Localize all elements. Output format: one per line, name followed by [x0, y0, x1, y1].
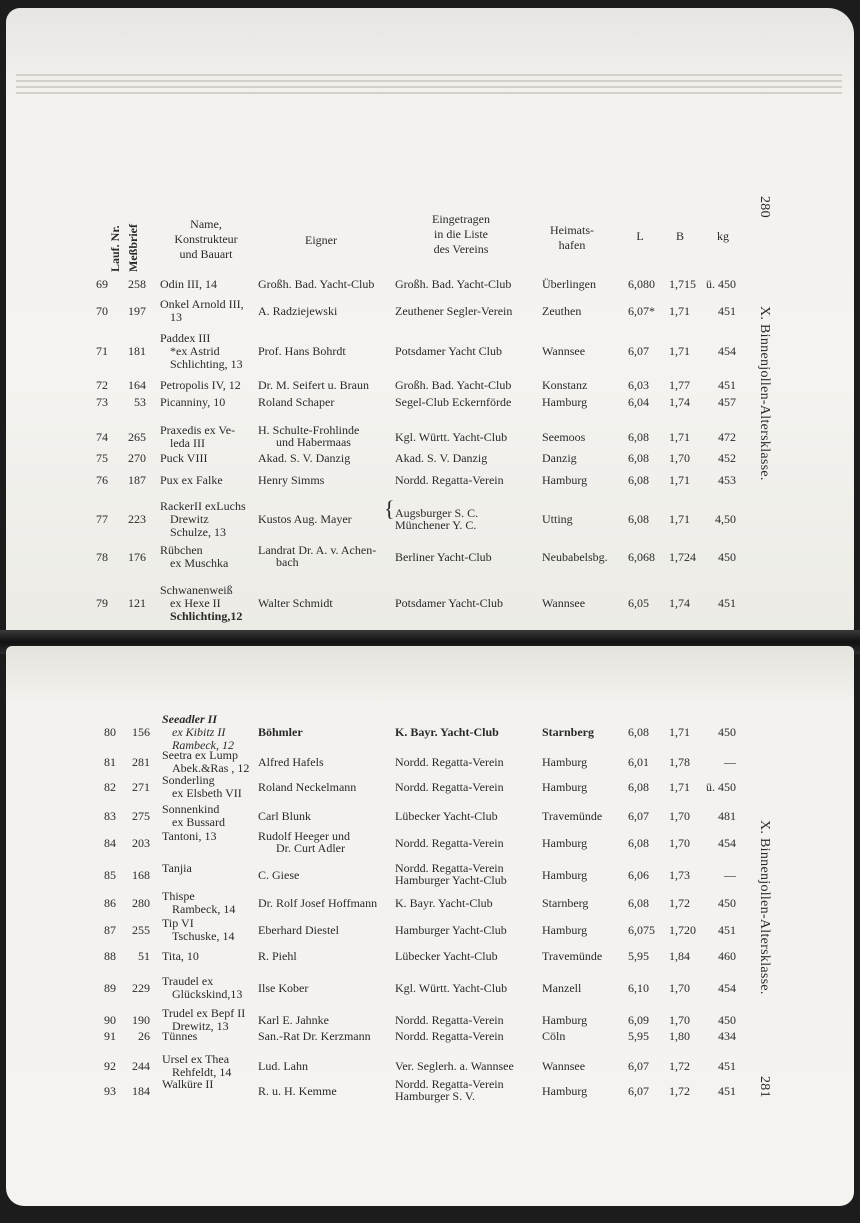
b-cell: 1,84 [669, 949, 690, 963]
messbrief-cell: 203 [132, 835, 150, 850]
lauf-nr-cell: 91 [104, 1029, 116, 1043]
messbrief-cell: 281 [132, 754, 150, 769]
page-edge [16, 80, 842, 82]
eigner-cell: und Habermaas [276, 435, 351, 449]
messbrief-cell: 271 [132, 779, 150, 794]
name-cell: Picanniny, 10 [160, 395, 226, 409]
name-cell: Tita, 10 [162, 949, 199, 963]
lauf-nr-cell: 89 [104, 980, 116, 995]
l-cell: 6,05 [628, 596, 649, 610]
kg-cell: 451 [718, 303, 736, 318]
kg-cell: 450 [718, 549, 736, 564]
name-cell: Praxedis ex Ve- [160, 423, 236, 437]
messbrief-cell: 53 [134, 395, 146, 409]
verein-cell: K. Bayr. Yacht-Club [395, 895, 493, 910]
verein-cell: Hamburger Yacht-Club [395, 922, 507, 937]
heimatshafen-cell: Starnberg [542, 725, 594, 739]
eigner-cell: Eberhard Diestel [258, 922, 339, 937]
section-title-bottom: X. Binnenjollen-Altersklasse. [757, 820, 772, 995]
l-cell: 6,07 [628, 344, 649, 358]
eigner-cell: Kustos Aug. Mayer [258, 512, 352, 526]
lauf-nr-cell: 71 [96, 344, 108, 358]
heimatshafen-cell: Seemoos [542, 429, 586, 444]
l-cell: 6,07 [628, 1058, 649, 1073]
name-cell: Tanjia [162, 861, 192, 875]
heimatshafen-cell: Hamburg [542, 395, 588, 409]
b-cell: 1,77 [669, 378, 690, 392]
messbrief-cell: 229 [132, 980, 150, 995]
kg-cell: ü. 450 [706, 779, 736, 794]
lauf-nr-cell: 76 [96, 473, 108, 487]
verein-cell: Hamburger S. V. [395, 1089, 476, 1103]
b-cell: 1,74 [669, 395, 690, 409]
l-cell: 6,04 [628, 395, 649, 409]
page-edge [16, 74, 842, 76]
name-cell: Tantoni, 13 [162, 829, 217, 843]
b-cell: 1,71 [669, 303, 690, 318]
name-cell: Schlichting,12 [170, 609, 243, 623]
verein-cell: Nordd. Regatta-Verein [395, 835, 504, 850]
kg-cell: 434 [718, 1029, 736, 1043]
kg-cell: 450 [718, 725, 736, 739]
l-cell: 6,10 [628, 980, 649, 995]
b-cell: 1,71 [669, 344, 690, 358]
kg-cell: 454 [718, 344, 736, 358]
name-cell: Schulze, 13 [170, 525, 226, 539]
name-cell: Schwanenweiß [160, 583, 233, 597]
name-cell: Drewitz, 13 [172, 1019, 229, 1033]
l-cell: 6,09 [628, 1012, 649, 1027]
b-cell: 1,78 [669, 754, 690, 769]
eigner-cell: Dr. Rolf Josef Hoffmann [258, 895, 378, 910]
l-cell: 6,03 [628, 378, 649, 392]
b-cell: 1,72 [669, 895, 690, 910]
name-cell: ex Muschka [170, 556, 229, 570]
kg-cell: 450 [718, 1012, 736, 1027]
eigner-cell: Dr. M. Seifert u. Braun [258, 378, 369, 392]
verein-cell: Lübecker Yacht-Club [395, 808, 498, 823]
eigner-cell: Großh. Bad. Yacht-Club [258, 277, 375, 291]
verein-cell: Akad. S. V. Danzig [395, 451, 488, 465]
l-cell: 6,08 [628, 473, 649, 487]
name-cell: *ex Astrid [170, 344, 220, 358]
eigner-cell: R. u. H. Kemme [258, 1083, 337, 1098]
b-cell: 1,74 [669, 596, 690, 610]
lauf-nr-cell: 82 [104, 779, 116, 794]
eigner-cell: Rudolf Heeger und [258, 829, 350, 843]
messbrief-cell: 258 [128, 277, 146, 291]
b-cell: 1,724 [669, 549, 696, 564]
l-cell: 6,07 [628, 1083, 649, 1098]
messbrief-cell: 176 [128, 549, 146, 564]
l-cell: 6,08 [628, 725, 649, 739]
header-l: L [636, 229, 644, 243]
section-title-top: X. Binnenjollen-Altersklasse. [757, 306, 772, 481]
b-cell: 1,715 [669, 277, 696, 291]
eigner-cell: H. Schulte-Frohlinde [258, 423, 360, 437]
eigner-cell: bach [276, 555, 299, 569]
l-cell: 6,08 [628, 512, 649, 526]
brace-mark: { [384, 496, 395, 521]
l-cell: 6,075 [628, 922, 655, 937]
header-eigner: Eigner [305, 233, 337, 247]
name-cell: ex Bussard [172, 815, 225, 829]
b-cell: 1,70 [669, 980, 690, 995]
name-cell: ex Kibitz II [172, 725, 226, 739]
eigner-cell: R. Piehl [258, 949, 297, 963]
lauf-nr-cell: 78 [96, 549, 108, 564]
lauf-nr-cell: 92 [104, 1058, 116, 1073]
l-cell: 5,95 [628, 949, 649, 963]
name-cell: Rambeck, 14 [172, 902, 236, 916]
header-kg: kg [717, 229, 729, 243]
kg-cell: 450 [718, 895, 736, 910]
b-cell: 1,73 [669, 867, 690, 882]
name-cell: ex Elsbeth VII [172, 786, 242, 800]
header-liste: Eingetragen in die Liste des Vereins [432, 212, 490, 256]
messbrief-cell: 244 [132, 1058, 150, 1073]
eigner-cell: Ilse Kober [258, 980, 309, 995]
name-cell: Puck VIII [160, 451, 208, 465]
b-cell: 1,70 [669, 451, 690, 465]
lauf-nr-cell: 80 [104, 725, 116, 739]
l-cell: 6,07 [628, 808, 649, 823]
messbrief-cell: 156 [132, 725, 150, 739]
messbrief-cell: 275 [132, 808, 150, 823]
eigner-cell: San.-Rat Dr. Kerzmann [258, 1029, 371, 1043]
lauf-nr-cell: 90 [104, 1012, 116, 1027]
name-cell: Paddex III [160, 331, 211, 345]
l-cell: 6,06 [628, 867, 649, 882]
verein-cell: Nordd. Regatta-Verein [395, 754, 504, 769]
b-cell: 1,71 [669, 779, 690, 794]
eigner-cell: Roland Neckelmann [258, 779, 357, 794]
header-hafen: Heimats- hafen [550, 223, 594, 252]
name-cell: Rehfeldt, 14 [172, 1065, 232, 1079]
lauf-nr-cell: 79 [96, 596, 108, 610]
heimatshafen-cell: Hamburg [542, 835, 588, 850]
verein-cell: Ver. Seglerh. a. Wannsee [395, 1058, 514, 1073]
name-cell: Petropolis IV, 12 [160, 378, 241, 392]
l-cell: 6,08 [628, 429, 649, 444]
b-cell: 1,70 [669, 1012, 690, 1027]
header-name: Name, Konstrukteur und Bauart [174, 217, 238, 261]
messbrief-cell: 121 [128, 596, 146, 610]
verein-cell: Lübecker Yacht-Club [395, 949, 498, 963]
heimatshafen-cell: Hamburg [542, 867, 588, 882]
verein-cell: Nordd. Regatta-Verein [395, 473, 504, 487]
verein-cell: Nordd. Regatta-Verein [395, 1012, 504, 1027]
l-cell: 6,08 [628, 451, 649, 465]
name-cell: leda III [170, 436, 205, 450]
messbrief-cell: 164 [128, 378, 146, 392]
kg-cell: 481 [718, 808, 736, 823]
messbrief-cell: 184 [132, 1083, 150, 1098]
name-cell: Tip VI [162, 916, 194, 930]
name-cell: Tünnes [162, 1029, 198, 1043]
page-edge [16, 86, 842, 88]
messbrief-cell: 280 [132, 895, 150, 910]
name-cell: Pux ex Falke [160, 473, 223, 487]
eigner-cell: Roland Schaper [258, 395, 335, 409]
heimatshafen-cell: Cöln [542, 1029, 566, 1043]
l-cell: 6,08 [628, 779, 649, 794]
verein-cell: Münchener Y. C. [395, 517, 477, 532]
name-cell: Tschuske, 14 [172, 929, 235, 943]
kg-cell: 451 [718, 378, 736, 392]
messbrief-cell: 255 [132, 922, 150, 937]
lauf-nr-cell: 87 [104, 922, 116, 937]
eigner-cell: Walter Schmidt [258, 596, 333, 610]
heimatshafen-cell: Utting [542, 512, 573, 526]
name-cell: RackerII exLuchs [160, 499, 246, 513]
eigner-cell: Karl E. Jahnke [258, 1012, 329, 1027]
verein-cell: Nordd. Regatta-Verein [395, 1077, 504, 1091]
heimatshafen-cell: Überlingen [542, 277, 596, 291]
verein-cell: Hamburger Yacht-Club [395, 873, 507, 887]
heimatshafen-cell: Hamburg [542, 922, 588, 937]
page-number-top: 280 [757, 196, 772, 218]
kg-cell: 452 [718, 451, 736, 465]
kg-cell: — [724, 867, 736, 882]
verein-cell: Potsdamer Yacht-Club [395, 596, 503, 610]
kg-cell: — [724, 754, 736, 769]
verein-cell: Nordd. Regatta-Verein [395, 861, 504, 875]
name-cell: Schlichting, 13 [170, 357, 243, 371]
messbrief-cell: 190 [132, 1012, 150, 1027]
header-lauf-nr: Lauf. Nr. [108, 225, 122, 272]
heimatshafen-cell: Wannsee [542, 1058, 586, 1073]
verein-cell: Kgl. Württ. Yacht-Club [395, 429, 508, 444]
lauf-nr-cell: 75 [96, 451, 108, 465]
name-cell: Sonderling [162, 773, 215, 787]
eigner-cell: Lud. Lahn [258, 1058, 308, 1073]
b-cell: 1,72 [669, 1083, 690, 1098]
lauf-nr-cell: 72 [96, 378, 108, 392]
kg-cell: 4,50 [715, 512, 736, 526]
name-cell: Thispe [162, 889, 195, 903]
name-cell: Trudel ex Bepf II [162, 1006, 246, 1020]
kg-cell: 460 [718, 949, 736, 963]
heimatshafen-cell: Wannsee [542, 344, 586, 358]
eigner-cell: C. Giese [258, 867, 300, 882]
lauf-nr-cell: 93 [104, 1083, 116, 1098]
page-edge [16, 92, 842, 94]
eigner-cell: Landrat Dr. A. v. Achen- [258, 543, 377, 557]
heimatshafen-cell: Manzell [542, 980, 582, 995]
heimatshafen-cell: Travemünde [542, 949, 603, 963]
name-cell: Abek.&Ras , 12 [172, 761, 250, 775]
l-cell: 5,95 [628, 1029, 649, 1043]
verein-cell: Segel-Club Eckernförde [395, 395, 512, 409]
lauf-nr-cell: 81 [104, 754, 116, 769]
messbrief-cell: 181 [128, 344, 146, 358]
verein-cell: K. Bayr. Yacht-Club [395, 725, 499, 739]
heimatshafen-cell: Hamburg [542, 1012, 588, 1027]
lauf-nr-cell: 74 [96, 429, 108, 444]
name-cell: Ursel ex Thea [162, 1052, 230, 1066]
b-cell: 1,720 [669, 922, 696, 937]
lauf-nr-cell: 83 [104, 808, 116, 823]
lauf-nr-cell: 69 [96, 277, 108, 291]
l-cell: 6,08 [628, 835, 649, 850]
l-cell: 6,01 [628, 754, 649, 769]
b-cell: 1,72 [669, 1058, 690, 1073]
l-cell: 6,08 [628, 895, 649, 910]
verein-cell: Augsburger S. C. [395, 505, 479, 520]
header-b: B [675, 229, 684, 243]
page-number-bottom: 281 [757, 1076, 772, 1098]
name-cell: 13 [170, 310, 182, 324]
heimatshafen-cell: Danzig [542, 451, 577, 465]
verein-cell: Kgl. Württ. Yacht-Club [395, 980, 508, 995]
verein-cell: Nordd. Regatta-Verein [395, 779, 504, 794]
name-cell: Glückskind,13 [172, 987, 243, 1001]
name-cell: Odin III, 14 [160, 277, 217, 291]
messbrief-cell: 26 [138, 1029, 150, 1043]
name-cell: Rambeck, 12 [172, 738, 234, 752]
name-cell: ex Hexe II [170, 596, 221, 610]
top-page [6, 8, 854, 638]
eigner-cell: A. Radziejewski [258, 303, 338, 318]
b-cell: 1,71 [669, 512, 690, 526]
lauf-nr-cell: 70 [96, 303, 108, 318]
verein-cell: Großh. Bad. Yacht-Club [395, 378, 512, 392]
name-cell: Onkel Arnold III, [160, 297, 244, 311]
lauf-nr-cell: 77 [96, 512, 108, 526]
b-cell: 1,71 [669, 725, 690, 739]
heimatshafen-cell: Hamburg [542, 473, 588, 487]
messbrief-cell: 270 [128, 451, 146, 465]
heimatshafen-cell: Hamburg [542, 754, 588, 769]
kg-cell: 451 [718, 922, 736, 937]
heimatshafen-cell: Hamburg [542, 779, 588, 794]
l-cell: 6,080 [628, 277, 655, 291]
kg-cell: 454 [718, 980, 736, 995]
header-messbrief: Meßbrief [126, 224, 140, 272]
messbrief-cell: 265 [128, 429, 146, 444]
heimatshafen-cell: Neubabelsbg. [542, 549, 608, 564]
name-cell: Seetra ex Lump [162, 748, 238, 762]
messbrief-cell: 223 [128, 512, 146, 526]
heimatshafen-cell: Hamburg [542, 1083, 588, 1098]
messbrief-cell: 197 [128, 303, 146, 318]
eigner-cell: Dr. Curt Adler [276, 841, 345, 855]
name-cell: Seeadler II [162, 712, 217, 726]
kg-cell: 472 [718, 429, 736, 444]
kg-cell: 457 [718, 395, 736, 409]
kg-cell: 451 [718, 596, 736, 610]
verein-cell: Berliner Yacht-Club [395, 549, 492, 564]
eigner-cell: Carl Blunk [258, 808, 311, 823]
b-cell: 1,80 [669, 1029, 690, 1043]
eigner-cell: Alfred Hafels [258, 754, 324, 769]
lauf-nr-cell: 73 [96, 395, 108, 409]
kg-cell: 451 [718, 1058, 736, 1073]
b-cell: 1,71 [669, 429, 690, 444]
heimatshafen-cell: Starnberg [542, 895, 589, 910]
kg-cell: 454 [718, 835, 736, 850]
lauf-nr-cell: 88 [104, 949, 116, 963]
eigner-cell: Henry Simms [258, 473, 325, 487]
heimatshafen-cell: Konstanz [542, 378, 588, 392]
lauf-nr-cell: 84 [104, 835, 116, 850]
name-cell: Sonnenkind [162, 802, 220, 816]
verein-cell: Großh. Bad. Yacht-Club [395, 277, 512, 291]
lauf-nr-cell: 86 [104, 895, 116, 910]
kg-cell: 453 [718, 473, 736, 487]
lauf-nr-cell: 85 [104, 867, 116, 882]
name-cell: Drewitz [170, 512, 209, 526]
verein-cell: Zeuthener Segler-Verein [395, 303, 513, 318]
verein-cell: Nordd. Regatta-Verein [395, 1029, 504, 1043]
name-cell: Traudel ex [162, 974, 214, 988]
heimatshafen-cell: Zeuthen [542, 303, 582, 318]
eigner-cell: Böhmler [258, 725, 303, 739]
messbrief-cell: 51 [138, 949, 150, 963]
b-cell: 1,71 [669, 473, 690, 487]
kg-cell: 451 [718, 1083, 736, 1098]
kg-cell: ü. 450 [706, 277, 736, 291]
eigner-cell: Prof. Hans Bohrdt [258, 344, 346, 358]
l-cell: 6,068 [628, 549, 655, 564]
messbrief-cell: 187 [128, 473, 146, 487]
b-cell: 1,70 [669, 835, 690, 850]
l-cell: 6,07* [628, 303, 655, 318]
b-cell: 1,70 [669, 808, 690, 823]
messbrief-cell: 168 [132, 867, 150, 882]
verein-cell: Potsdamer Yacht Club [395, 344, 503, 358]
name-cell: Walküre II [162, 1077, 214, 1091]
heimatshafen-cell: Wannsee [542, 596, 586, 610]
eigner-cell: Akad. S. V. Danzig [258, 451, 351, 465]
name-cell: Rübchen [160, 543, 203, 557]
heimatshafen-cell: Travemünde [542, 808, 603, 823]
